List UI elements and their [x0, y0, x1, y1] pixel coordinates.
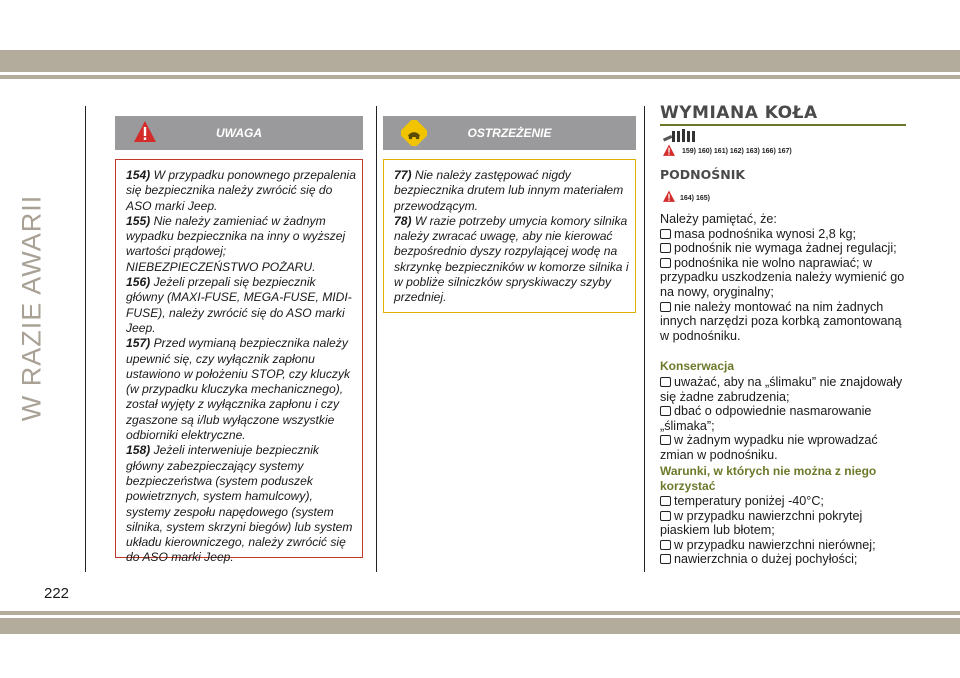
uwaga-note-text: Jeżeli interweniuje bezpiecznik główny zabezpieczający systemy bezpieczeństwa (system poduszek powietrznych, system hamulcowy), systemy zespołu napędowego (system silnika, system skrzyni biegów) lub system układu kierowniczego, należy zwrócić się do ASO marki Jeep. [126, 443, 353, 565]
danger-warning-icon [133, 120, 157, 144]
list-item-text: w przypadku nawierzchni pokrytej piaskiem lub błotem; [660, 508, 863, 538]
uwaga-note-text: Nie należy zamieniać w żadnym wypadku bezpiecznika na inny o wyższej wartości prądowej; NIEBEZPIECZEŃSTWO POŻARU. [126, 213, 346, 274]
list-item [660, 509, 910, 538]
footer-rule [0, 611, 960, 615]
bullet-box-icon [660, 302, 671, 312]
title-rule [660, 124, 906, 126]
list-item [660, 227, 910, 242]
list-item [660, 300, 910, 344]
ostrzezenie-header [383, 116, 636, 150]
list-item [660, 241, 910, 256]
uwaga-note-text: Przed wymianą bezpiecznika należy upewnić się, czy wyłącznik zapłonu ustawiono w położeniu STOP, czy kluczyk (w przypadku kluczyka mechanicznego), został wyjęty z wyłącznika zapłonu i czy zgaszone są i/lub wyłączone wszystkie odbiorniki elektryczne. [126, 336, 351, 443]
warning-references: 159) 160) 161) 162) 163) 166) 167) [682, 148, 792, 155]
list-item [660, 404, 910, 433]
bullet-box-icon [660, 258, 671, 268]
list-item [660, 552, 910, 567]
list-item [660, 256, 910, 300]
uwaga-note [126, 168, 356, 214]
column-divider-right [644, 106, 645, 572]
subsection-title: PODNOŚNIK [660, 167, 746, 182]
list-item [660, 375, 910, 404]
column-divider-left [85, 106, 86, 572]
list-item-text: w żadnym wypadku nie wprowadzać zmian w podnośniku. [660, 433, 878, 462]
caution-icon [401, 120, 427, 146]
list-item-text: nie należy montować na nim żadnych innych narzędzi poza korbką zamontowaną w podnośniku. [660, 299, 902, 343]
uwaga-note [126, 443, 356, 565]
bullet-box-icon [660, 511, 671, 521]
bullet-box-icon [660, 406, 671, 416]
jack-notes [660, 212, 910, 343]
uwaga-title: UWAGA [216, 126, 262, 140]
list-item-text: podnośnik nie wymaga żadnej regulacji; [674, 241, 897, 256]
uwaga-header [115, 116, 363, 150]
ostrzezenie-box [383, 159, 636, 313]
top-band [0, 0, 960, 48]
bullet-box-icon [660, 243, 671, 253]
conditions-list [660, 494, 910, 567]
heading-maintenance: Konserwacja [660, 359, 735, 373]
page-number: 222 [44, 585, 70, 602]
heading-conditions: Warunki, w których nie można z niego korzystać [660, 464, 877, 493]
bullet-box-icon [660, 377, 671, 387]
uwaga-note-text: Jeżeli przepali się bezpiecznik główny (MAXI-FUSE, MEGA-FUSE, MIDI-FUSE), należy zwrócić się do ASO marki Jeep. [126, 275, 352, 335]
list-item-text: podnośnika nie wolno naprawiać; w przypadku uszkodzenia należy wymienić go na nowy, oryginalny; [660, 255, 905, 299]
page-title: WYMIANA KOŁA [660, 103, 818, 123]
uwaga-note-number: 157) [126, 336, 151, 351]
footer-bar [0, 618, 960, 634]
danger-icon-small-2 [662, 190, 676, 203]
uwaga-box [115, 159, 363, 565]
list-item-text: w przypadku nawierzchni nierównej; [674, 537, 876, 552]
ostrzezenie-note [394, 214, 629, 306]
uwaga-note-number: 158) [126, 443, 151, 458]
uwaga-note [126, 214, 356, 275]
ostrzezenie-note-number: 77) [394, 168, 412, 182]
bullet-box-icon [660, 540, 671, 550]
bullet-box-icon [660, 554, 671, 564]
danger-icon-small [662, 144, 676, 157]
ostrzezenie-note-number: 78) [394, 213, 412, 228]
header-bar [0, 50, 960, 72]
uwaga-note [126, 275, 356, 336]
list-item [660, 433, 910, 462]
intro-text: Należy pamiętać, że: [660, 212, 777, 226]
footer-band [0, 634, 960, 678]
list-item [660, 494, 910, 509]
tools-wheel-icon [662, 128, 696, 144]
list-item-text: masa podnośnika wynosi 2,8 kg; [674, 226, 857, 241]
warning-references-2: 164) 165) [680, 195, 710, 202]
uwaga-note-number: 154) [126, 168, 151, 182]
list-item-text: temperatury poniżej -40°C; [674, 494, 824, 508]
bullet-box-icon [660, 496, 671, 506]
list-item-text: uważać, aby na „ślimaku” nie znajdowały się żadne zabrudzenia; [660, 375, 903, 404]
ostrzezenie-note-text: Nie należy zastępować nigdy bezpiecznika drutem lub innym materiałem przewodzącym. [394, 168, 624, 213]
bullet-box-icon [660, 435, 671, 445]
header-rule [0, 75, 960, 79]
uwaga-note-text: W przypadku ponownego przepalenia się bezpiecznika należy zwrócić się do ASO marki Jeep. [126, 168, 356, 213]
list-item-text: dbać o odpowiednie nasmarowanie „ślimaka”; [660, 404, 872, 433]
ostrzezenie-title: OSTRZEŻENIE [467, 126, 552, 140]
ostrzezenie-note [394, 168, 629, 214]
uwaga-note-number: 156) [126, 275, 151, 290]
uwaga-note-number: 155) [126, 213, 151, 228]
list-item-text: nawierzchnia o dużej pochyłości; [674, 552, 858, 567]
list-item [660, 538, 910, 553]
maintenance-list [660, 375, 910, 463]
ostrzezenie-note-text: W razie potrzeby umycia komory silnika należy zwracać uwagę, aby nie kierować bezpośrednio dyszy rozpylającej wodę na skrzynkę bezpieczników w komorze silnika i w pobliże silniczków spryskiwaczy szyby przedniej. [394, 213, 629, 305]
uwaga-note [126, 336, 356, 443]
bullet-box-icon [660, 229, 671, 239]
section-label-text: W RAZIE AWARII [16, 194, 47, 422]
column-divider-middle [376, 106, 377, 572]
